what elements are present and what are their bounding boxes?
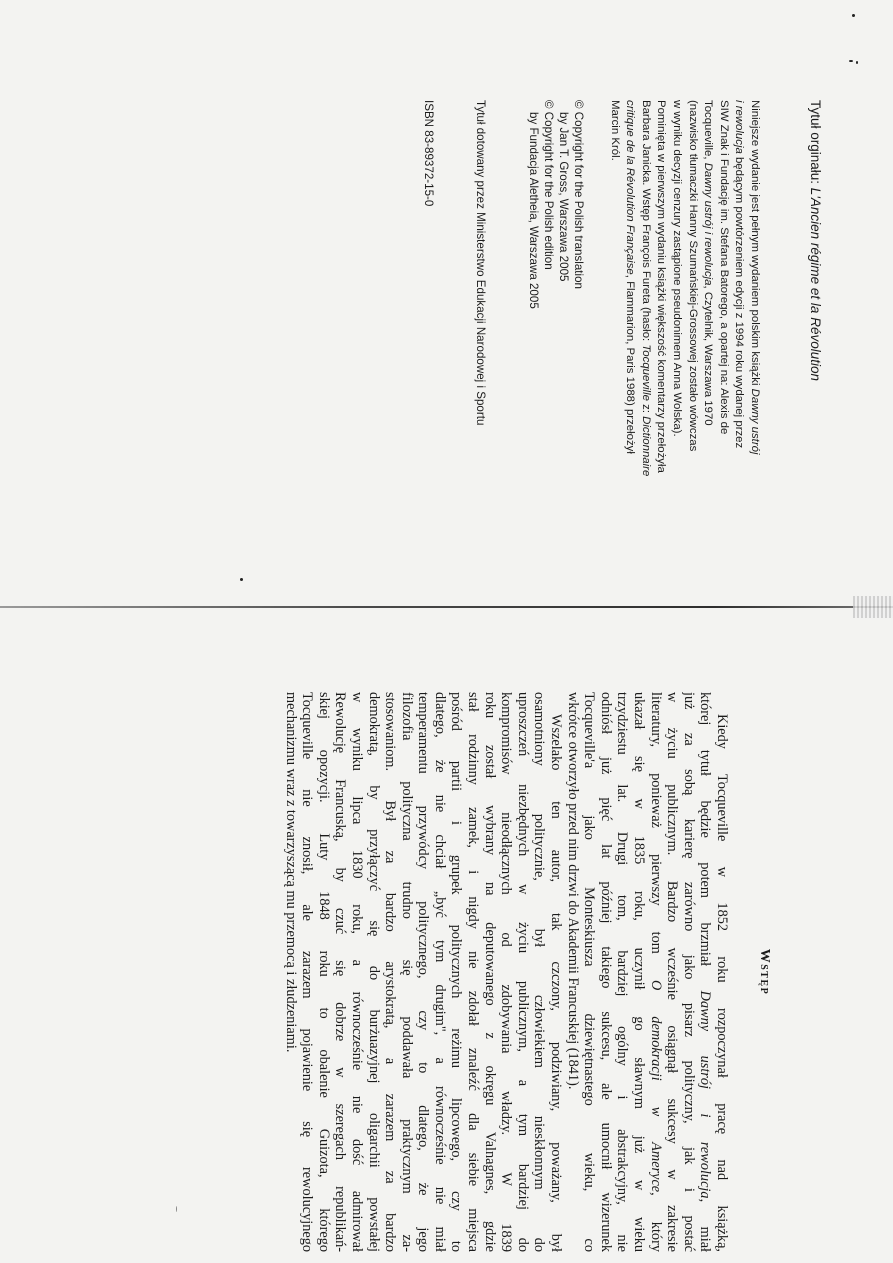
edition-note-text: z: [639,400,652,417]
intro-text: ukazał się w 1835 roku, uczynił go sławnym już w wieku [631,692,648,1252]
intro-line [697,692,714,1252]
edition-note-text: Pominięta w pierwszym wydaniu książki większość komentarzy przełożyła [655,100,668,473]
intro-line [299,692,316,1252]
intro-body [282,692,730,1252]
copyright-line: © Copyright for the Polish edition [542,100,556,270]
intro-line [332,692,349,1252]
copyright-line: by Fundacja Aletheia, Warszawa 2005 [527,112,541,309]
funding-note: Tytuł dotowany przez Ministerstwo Edukacji Narodowej i Sportu [474,100,488,426]
book-title: Dawny ustrój i rewolucja [697,990,714,1199]
edition-note-title: Dawny ustrój [749,388,761,455]
intro-line [713,692,730,1252]
intro-text: Tocqueville'a jako Monteskiusza dziewiętnastego wieku, co [581,692,598,1252]
intro-text: w wyniku lipca 1830 roku, a równocześnie nie dość admirował [348,692,365,1252]
intro-text: pośród partii i grupek politycznych reżimu lipcowego, czy to [448,692,465,1252]
edition-note-text: Niniejsze wydanie jest pełnym wydaniem polskim książki [749,100,761,389]
edition-note-text: (nazwisko tłumaczki Hanny Szumańskiej-Grossowej zostało wówczas [686,100,699,452]
intro-line [431,692,448,1252]
scan-speck [849,60,853,62]
intro-text: wkrótce otworzyło przed nim drzwi do Akademii Francuskiej (1841). [564,692,581,1090]
intro-line [398,692,415,1252]
edition-note-line [622,100,638,620]
edition-note-text: będącym powtórzeniem edycji z 1994 roku wydanej przez [733,153,746,449]
edition-note-title: critique de la Révolution Française [624,100,637,275]
intro-text: skiej opozycji. Luty 1848 roku to obalenie Guizota, którego [315,692,332,1252]
intro-line [382,692,399,1252]
edition-note [606,100,762,620]
intro-text: trzydziestu lat. Drugi tom, bardziej ogólny i abstrakcyjny, nie [614,692,631,1252]
intro-line [465,692,482,1252]
original-title: L'Ancien régime et la Révolution [808,187,823,381]
intro-text: Tocqueville nie znosił, ale zarazem pojawienie się rewolucyjnego [299,692,316,1252]
intro-text: dlatego, że nie chciał „być tym drugim", a równocześnie nie miał [431,692,448,1252]
edition-note-title: Dawny ustrój i rewolucja [702,162,715,286]
edition-note-line [731,100,747,620]
intro-heading: Wstęp [757,948,772,996]
scan-edge-shadow [853,596,893,618]
copyright-line: © Copyright for the Polish translation [572,100,586,289]
intro-text: już za sobą karierę zarówno jako pisarz polityczny, jak i postać [680,692,697,1252]
edition-note-text: Marcin Król. [608,100,621,161]
edition-note-line [637,100,653,620]
intro-text: literatury, ponieważ pierwszy tom [647,692,664,980]
intro-text: kompromisów nieodłącznych od zdobywania władzy. W 1839 [498,692,515,1252]
scan-speck [852,14,855,17]
intro-line [315,692,332,1252]
intro-text: demokratą, by przyłączyć się do burżuazyjnej oligarchii powstałej [365,692,382,1252]
intro-text: Rewolucję Francuską, by czuć się dobrze w szeregach republikań- [332,692,349,1252]
intro-text: mechanizmu wraz z towarzyszącą mu przemocą i złudzeniami. [282,692,299,1053]
edition-note-text: w wyniku decyzji cenzury zastąpione pseudonimem Anna Wolska). [671,100,684,437]
edition-note-title: Tocqueville [639,344,652,401]
intro-line [547,692,564,1252]
intro-text: , który [647,1192,664,1252]
edition-note-text: Barbara Janicka. Wstęp François Fureta (hasło: [639,100,652,345]
intro-text: uproszczeń niezbędnych w życiu publicznym, a tym bardziej do [514,692,531,1252]
intro-line [664,692,681,1252]
intro-line [531,692,548,1252]
intro-line [481,692,498,1252]
intro-text: , miał [697,1198,714,1252]
intro-line [581,692,598,1252]
intro-text: której tytuł będzie potem brzmiał [697,692,714,991]
edition-note-line [668,100,684,620]
intro-line [282,692,299,1252]
book-title: O demokracji w Ameryce [647,980,664,1193]
edition-note-title: i rewolucja [733,100,746,154]
intro-text: filozofia polityczna trudno się poddawała praktycznym za- [398,692,415,1252]
intro-line [614,692,631,1252]
edition-note-text: SIW Znak i Fundację im. Stefana Batorego, a opartej na: Alexis de [717,100,730,435]
scan-speck [856,61,858,64]
edition-note-line [653,100,669,620]
intro-line [498,692,515,1252]
edition-note-title: Dictionnaire [639,416,652,477]
intro-line [415,692,432,1252]
original-title-prefix: Tytuł orginału: [808,100,823,188]
intro-line [680,692,697,1252]
intro-line [597,692,614,1252]
intro-text: temperamentu przywódcy politycznego, czy to dlatego, że jego [415,692,432,1252]
edition-note-line [746,100,762,620]
scan-speck [176,1206,177,1212]
intro-text: odniósł już pięć lat później takiego sukcesu, ale umocnił wizerunek [597,692,614,1252]
intro-text: Kiedy Tocqueville w 1852 roku rozpoczynał pracę nad książką, [714,714,730,1252]
intro-text: w życiu publicznym. Bardzo wcześnie osiągnął sukcesy w zakresie [664,692,681,1252]
intro-line [448,692,465,1252]
intro-line [630,692,647,1252]
edition-note-line [700,100,716,620]
edition-note-text: , Czytelnik, Warszawa 1970 [702,285,715,426]
edition-note-text: Tocqueville, [702,100,715,163]
copyright-page [103,100,823,620]
intro-line [564,692,581,1252]
intro-line [514,692,531,1252]
intro-line [348,692,365,1252]
intro-page [222,692,772,1252]
edition-note-line [715,100,731,620]
copyright-block [526,100,586,620]
intro-line [365,692,382,1252]
original-title-line [808,100,823,620]
intro-text: stał rodzinny zamek, i nigdy nie zdołał znaleźć dla siebie miejsca [465,692,482,1252]
intro-text: stosowaniom. Był za bardzo arystokratą, a zarazem za bardzo [382,692,399,1252]
intro-line [647,692,664,1252]
copyright-line: by Jan T. Gross, Warszawa 2005 [557,112,571,282]
edition-note-line [684,100,700,620]
intro-text: roku został wybrany na deputowanego z okręgu Valnagnes, gdzie [481,692,498,1252]
intro-text: Wszelako ten autor, tak czczony, podziwiany, poważany, był [548,714,565,1252]
edition-note-line [606,100,622,620]
intro-text: osamotniony politycznie, był człowiekiem nieskłonnym do [531,692,548,1252]
edition-note-text: , Flammarion, Paris 1988) przełożył [624,274,637,454]
isbn: ISBN 83-89372-15-0 [422,100,436,207]
